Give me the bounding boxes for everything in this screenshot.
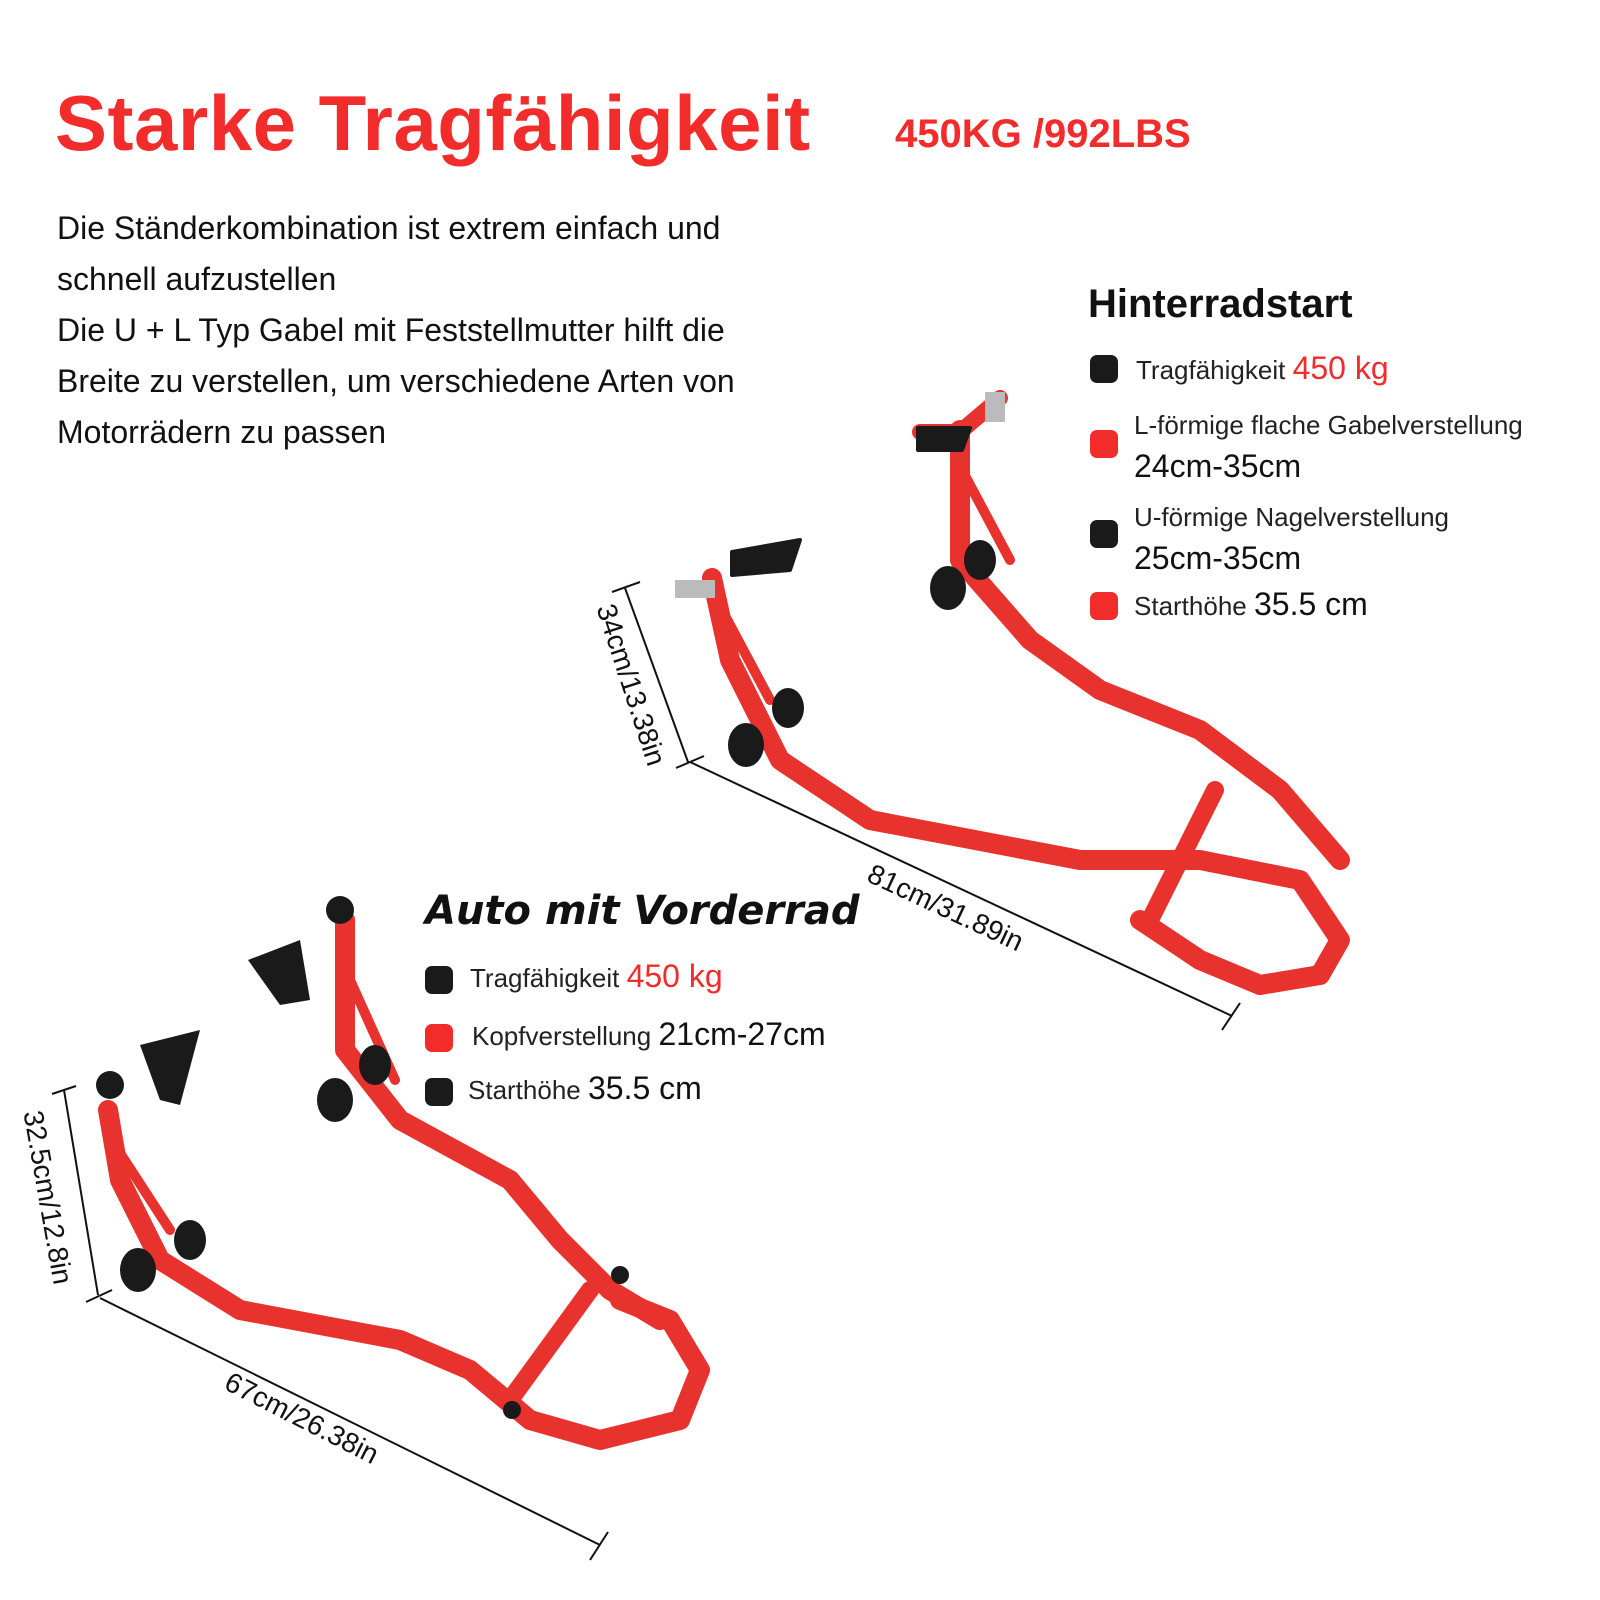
rear-feature-height: Starthöhe 35.5 cm (1134, 586, 1368, 622)
page-title: Starke Tragfähigkeit (55, 79, 811, 167)
capacity-label: 450KG /992LBS (895, 112, 1191, 156)
rear-feature-fork: L-förmige flache Gabelverstellung (1134, 410, 1523, 440)
description-line: Breite zu verstellen, um verschiedene Arten von (57, 363, 735, 399)
bullet-icon (425, 1078, 453, 1106)
bullet-icon (425, 1024, 453, 1052)
front-feature-capacity: Tragfähigkeit 450 kg (470, 958, 723, 994)
description-line: Die U + L Typ Gabel mit Feststellmutter hilft die (57, 312, 725, 348)
bullet-icon (1090, 592, 1118, 620)
front-length-dimension: 67cm/26.38in (219, 1366, 384, 1470)
description-line: Die Ständerkombination ist extrem einfach und (57, 210, 721, 246)
rear-feature-capacity: Tragfähigkeit 450 kg (1136, 350, 1389, 386)
front-feature-height: Starthöhe 35.5 cm (468, 1070, 702, 1106)
rear-length-dimension: 81cm/31.89in (862, 858, 1029, 958)
rear-height-dimension: 34cm/13.38in (590, 600, 672, 770)
rear-stand-title: Hinterradstart (1088, 282, 1353, 326)
bullet-icon (1090, 520, 1118, 548)
bullet-icon (1090, 430, 1118, 458)
rear-feature-fork-value: 24cm-35cm (1134, 448, 1302, 484)
front-height-dimension: 32.5cm/12.8in (17, 1108, 79, 1287)
bullet-icon (425, 966, 453, 994)
front-feature-head: Kopfverstellung 21cm-27cm (472, 1016, 826, 1052)
rear-feature-pin: U-förmige Nagelverstellung (1134, 502, 1450, 532)
description-line: Motorrädern zu passen (57, 414, 387, 450)
rear-feature-pin-value: 25cm-35cm (1134, 540, 1302, 576)
description-line: schnell aufzustellen (57, 261, 337, 297)
bullet-icon (1090, 355, 1118, 383)
front-stand-title: Auto mit Vorderrad (425, 888, 860, 934)
